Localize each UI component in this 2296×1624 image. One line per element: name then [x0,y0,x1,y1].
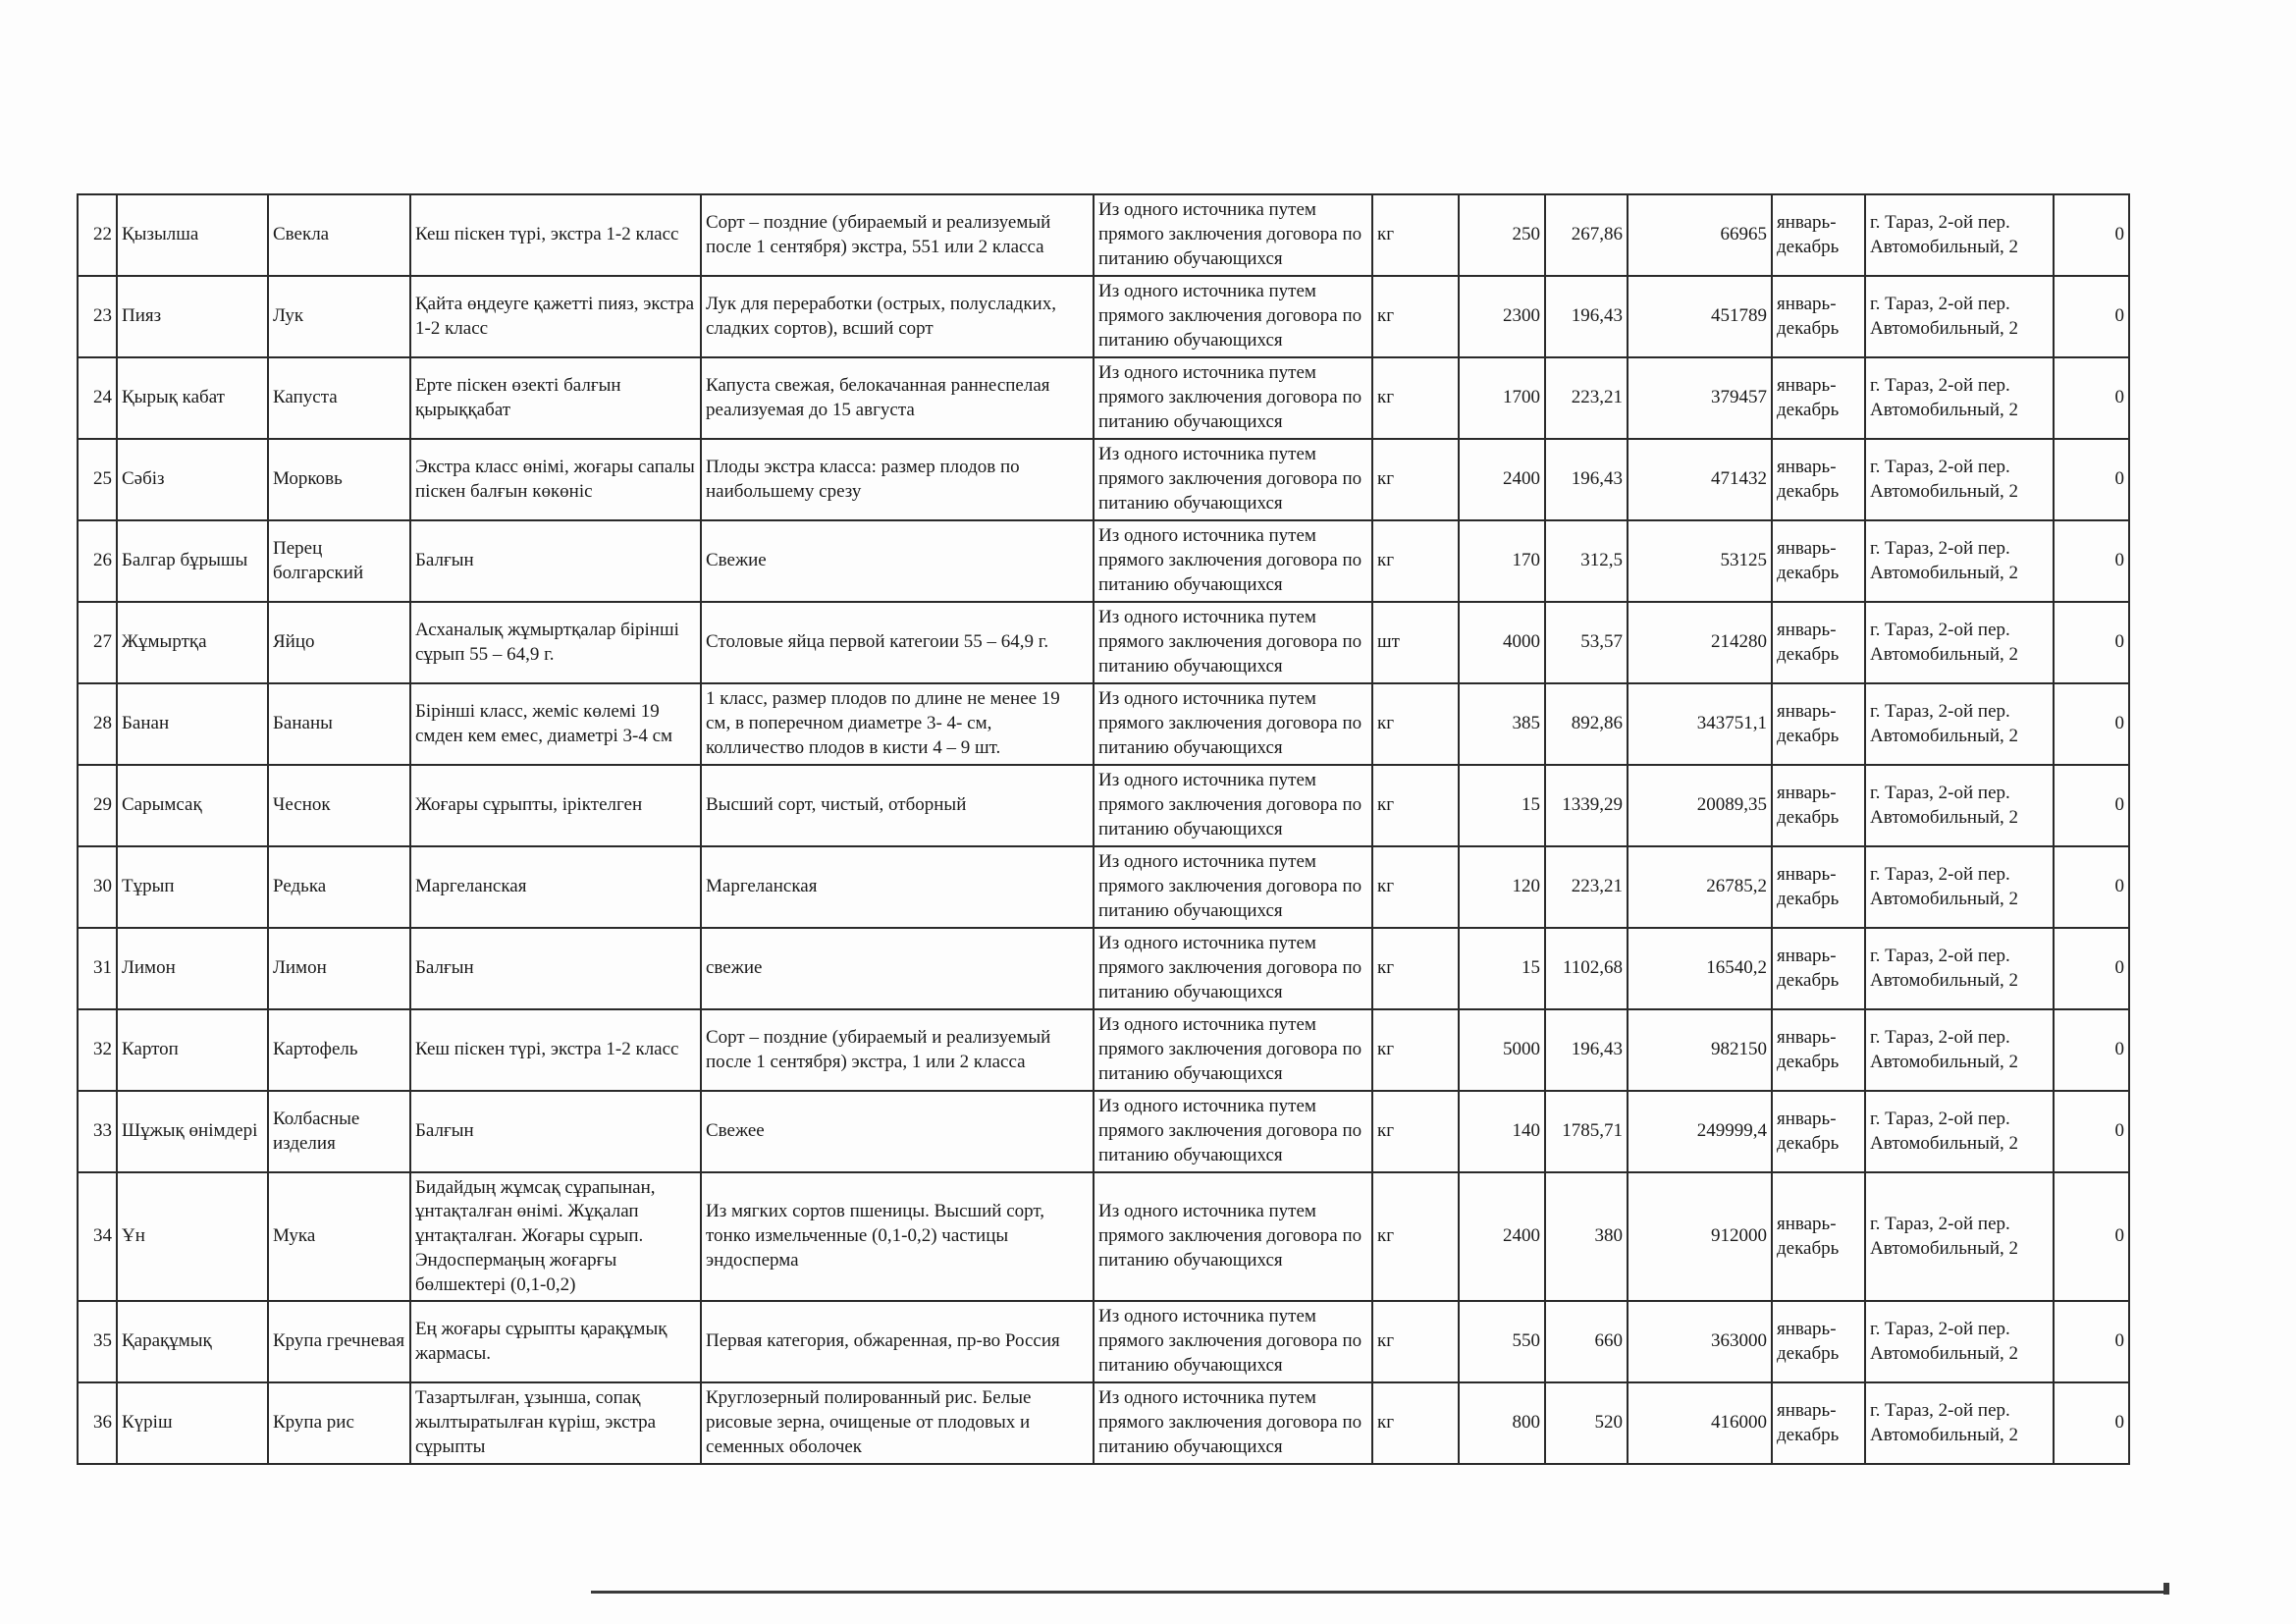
total-sum-cell: 451789 [1628,276,1772,357]
scan-edge-line [591,1591,2169,1594]
product-name-ru-cell: Чеснок [268,765,410,846]
spec-ru-cell: Маргеланская [701,846,1094,928]
procurement-method-cell: Из одного источника путем прямого заключения договора по питанию обучающихся [1094,683,1372,765]
spec-ru-cell: Сорт – поздние (убираемый и реализуемый после 1 сентября) экстра, 1 или 2 класса [701,1009,1094,1091]
procurement-method-cell: Из одного источника путем прямого заключения договора по питанию обучающихся [1094,1009,1372,1091]
table-row [78,1009,2129,1091]
unit-price-cell: 312,5 [1545,520,1628,602]
delivery-period-cell: январь-декабрь [1772,1172,1865,1301]
spec-ru-cell: Капуста свежая, белокачанная раннеспелая реализуемая до 15 августа [701,357,1094,439]
table-row [78,194,2129,276]
unit-price-cell: 1339,29 [1545,765,1628,846]
procurement-method-cell: Из одного источника путем прямого заключения договора по питанию обучающихся [1094,276,1372,357]
product-name-ru-cell: Мука [268,1172,410,1301]
delivery-place-cell: г. Тараз, 2-ой пер. Автомобильный, 2 [1865,765,2054,846]
unit-price-cell: 1102,68 [1545,928,1628,1009]
unit-cell: кг [1372,1172,1459,1301]
row-number-cell: 24 [78,357,117,439]
quantity-cell: 5000 [1459,1009,1545,1091]
spec-kz-cell: Экстра класс өнімі, жоғары сапалы піскен балғын көкөніс [410,439,701,520]
unit-cell: кг [1372,276,1459,357]
product-name-kz-cell: Шұжық өнімдері [117,1091,268,1172]
product-name-ru-cell: Морковь [268,439,410,520]
spec-kz-cell: Ерте піскен өзекті балғын қырыққабат [410,357,701,439]
table-row [78,602,2129,683]
quantity-cell: 550 [1459,1301,1545,1382]
table-row [78,846,2129,928]
product-name-ru-cell: Перец болгарский [268,520,410,602]
quantity-cell: 170 [1459,520,1545,602]
spec-ru-cell: Из мягких сортов пшеницы. Высший сорт, тонко измельченные (0,1-0,2) частицы эндосперма [701,1172,1094,1301]
unit-price-cell: 223,21 [1545,357,1628,439]
delivery-place-cell: г. Тараз, 2-ой пер. Автомобильный, 2 [1865,683,2054,765]
spec-kz-cell: Маргеланская [410,846,701,928]
row-number-cell: 31 [78,928,117,1009]
total-sum-cell: 214280 [1628,602,1772,683]
procurement-method-cell: Из одного источника путем прямого заключения договора по питанию обучающихся [1094,1301,1372,1382]
delivery-place-cell: г. Тараз, 2-ой пер. Автомобильный, 2 [1865,1091,2054,1172]
total-sum-cell: 26785,2 [1628,846,1772,928]
delivery-place-cell: г. Тараз, 2-ой пер. Автомобильный, 2 [1865,276,2054,357]
row-number-cell: 30 [78,846,117,928]
unit-price-cell: 1785,71 [1545,1091,1628,1172]
spec-kz-cell: Бидайдың жұмсақ сұрапынан, ұнтақталған өнімі. Жұқалап ұнтақталған. Жоғары сұрып. Эндоспермаңың жоғарғы бөлшектері (0,1-0,2) [410,1172,701,1301]
table-row [78,928,2129,1009]
procurement-method-cell: Из одного источника путем прямого заключения договора по питанию обучающихся [1094,439,1372,520]
row-number-cell: 34 [78,1172,117,1301]
quantity-cell: 4000 [1459,602,1545,683]
unit-cell: кг [1372,357,1459,439]
unit-price-cell: 380 [1545,1172,1628,1301]
advance-payment-cell: 0 [2054,683,2129,765]
row-number-cell: 25 [78,439,117,520]
delivery-period-cell: январь-декабрь [1772,439,1865,520]
product-name-ru-cell: Крупа гречневая [268,1301,410,1382]
procurement-table [77,193,2130,1465]
delivery-place-cell: г. Тараз, 2-ой пер. Автомобильный, 2 [1865,439,2054,520]
product-name-ru-cell: Редька [268,846,410,928]
procurement-method-cell: Из одного источника путем прямого заключения договора по питанию обучающихся [1094,602,1372,683]
delivery-period-cell: январь-декабрь [1772,520,1865,602]
row-number-cell: 23 [78,276,117,357]
delivery-place-cell: г. Тараз, 2-ой пер. Автомобильный, 2 [1865,1382,2054,1464]
delivery-place-cell: г. Тараз, 2-ой пер. Автомобильный, 2 [1865,1301,2054,1382]
unit-cell: кг [1372,1382,1459,1464]
advance-payment-cell: 0 [2054,357,2129,439]
product-name-ru-cell: Яйцо [268,602,410,683]
unit-cell: шт [1372,602,1459,683]
product-name-ru-cell: Лимон [268,928,410,1009]
delivery-period-cell: январь-декабрь [1772,357,1865,439]
spec-kz-cell: Асханалық жұмыртқалар бірінші сұрып 55 – 64,9 г. [410,602,701,683]
product-name-ru-cell: Капуста [268,357,410,439]
delivery-period-cell: январь-декабрь [1772,276,1865,357]
unit-price-cell: 196,43 [1545,439,1628,520]
total-sum-cell: 982150 [1628,1009,1772,1091]
quantity-cell: 1700 [1459,357,1545,439]
row-number-cell: 22 [78,194,117,276]
product-name-kz-cell: Қызылша [117,194,268,276]
procurement-method-cell: Из одного источника путем прямого заключения договора по питанию обучающихся [1094,357,1372,439]
total-sum-cell: 416000 [1628,1382,1772,1464]
delivery-place-cell: г. Тараз, 2-ой пер. Автомобильный, 2 [1865,846,2054,928]
delivery-period-cell: январь-декабрь [1772,846,1865,928]
procurement-method-cell: Из одного источника путем прямого заключения договора по питанию обучающихся [1094,765,1372,846]
quantity-cell: 800 [1459,1382,1545,1464]
delivery-period-cell: январь-декабрь [1772,683,1865,765]
product-name-kz-cell: Қарақұмық [117,1301,268,1382]
quantity-cell: 250 [1459,194,1545,276]
unit-cell: кг [1372,1301,1459,1382]
delivery-period-cell: январь-декабрь [1772,602,1865,683]
total-sum-cell: 249999,4 [1628,1091,1772,1172]
row-number-cell: 33 [78,1091,117,1172]
table-row [78,1091,2129,1172]
advance-payment-cell: 0 [2054,1009,2129,1091]
unit-price-cell: 660 [1545,1301,1628,1382]
product-name-kz-cell: Банан [117,683,268,765]
spec-kz-cell: Балғын [410,928,701,1009]
quantity-cell: 385 [1459,683,1545,765]
unit-cell: кг [1372,683,1459,765]
advance-payment-cell: 0 [2054,1091,2129,1172]
product-name-kz-cell: Балгар бұрышы [117,520,268,602]
product-name-kz-cell: Жұмыртқа [117,602,268,683]
product-name-ru-cell: Лук [268,276,410,357]
spec-ru-cell: Круглозерный полированный рис. Белые рисовые зерна, очищеные от плодовых и семенных оболочек [701,1382,1094,1464]
spec-ru-cell: Плоды экстра класса: размер плодов по наибольшему срезу [701,439,1094,520]
spec-ru-cell: Свежее [701,1091,1094,1172]
delivery-place-cell: г. Тараз, 2-ой пер. Автомобильный, 2 [1865,194,2054,276]
product-name-kz-cell: Қырық кабат [117,357,268,439]
product-name-kz-cell: Ұн [117,1172,268,1301]
delivery-place-cell: г. Тараз, 2-ой пер. Автомобильный, 2 [1865,520,2054,602]
table-row [78,439,2129,520]
delivery-place-cell: г. Тараз, 2-ой пер. Автомобильный, 2 [1865,602,2054,683]
product-name-ru-cell: Картофель [268,1009,410,1091]
product-name-ru-cell: Крупа рис [268,1382,410,1464]
quantity-cell: 15 [1459,928,1545,1009]
spec-ru-cell: Высший сорт, чистый, отборный [701,765,1094,846]
row-number-cell: 27 [78,602,117,683]
advance-payment-cell: 0 [2054,928,2129,1009]
total-sum-cell: 343751,1 [1628,683,1772,765]
advance-payment-cell: 0 [2054,1172,2129,1301]
delivery-period-cell: январь-декабрь [1772,1091,1865,1172]
delivery-period-cell: январь-декабрь [1772,194,1865,276]
unit-price-cell: 520 [1545,1382,1628,1464]
table-row [78,683,2129,765]
procurement-method-cell: Из одного источника путем прямого заключения договора по питанию обучающихся [1094,928,1372,1009]
row-number-cell: 28 [78,683,117,765]
product-name-ru-cell: Бананы [268,683,410,765]
advance-payment-cell: 0 [2054,194,2129,276]
quantity-cell: 2400 [1459,1172,1545,1301]
procurement-method-cell: Из одного источника путем прямого заключения договора по питанию обучающихся [1094,520,1372,602]
total-sum-cell: 20089,35 [1628,765,1772,846]
scan-edge-mark [2163,1583,2169,1595]
unit-cell: кг [1372,194,1459,276]
advance-payment-cell: 0 [2054,846,2129,928]
product-name-kz-cell: Пияз [117,276,268,357]
product-name-ru-cell: Колбасные изделия [268,1091,410,1172]
advance-payment-cell: 0 [2054,765,2129,846]
delivery-place-cell: г. Тараз, 2-ой пер. Автомобильный, 2 [1865,928,2054,1009]
procurement-method-cell: Из одного источника путем прямого заключения договора по питанию обучающихся [1094,1172,1372,1301]
row-number-cell: 26 [78,520,117,602]
delivery-period-cell: январь-декабрь [1772,765,1865,846]
table-row [78,357,2129,439]
spec-ru-cell: 1 класс, размер плодов по длине не менее 19 см, в поперечном диаметре 3- 4- см, колличество плодов в кисти 4 – 9 шт. [701,683,1094,765]
unit-price-cell: 196,43 [1545,1009,1628,1091]
delivery-period-cell: январь-декабрь [1772,1301,1865,1382]
advance-payment-cell: 0 [2054,1382,2129,1464]
spec-kz-cell: Тазартылған, ұзынша, сопақ жылтыратылған күріш, экстра сұрыпты [410,1382,701,1464]
product-name-kz-cell: Сәбіз [117,439,268,520]
spec-kz-cell: Ең жоғары сұрыпты қарақұмық жармасы. [410,1301,701,1382]
quantity-cell: 15 [1459,765,1545,846]
unit-cell: кг [1372,520,1459,602]
table-row [78,1301,2129,1382]
unit-cell: кг [1372,439,1459,520]
delivery-period-cell: январь-декабрь [1772,1382,1865,1464]
advance-payment-cell: 0 [2054,276,2129,357]
delivery-place-cell: г. Тараз, 2-ой пер. Автомобильный, 2 [1865,1009,2054,1091]
procurement-method-cell: Из одного источника путем прямого заключения договора по питанию обучающихся [1094,846,1372,928]
unit-cell: кг [1372,928,1459,1009]
spec-ru-cell: Первая категория, обжаренная, пр-во Россия [701,1301,1094,1382]
product-name-kz-cell: Лимон [117,928,268,1009]
spec-kz-cell: Жоғары сұрыпты, іріктелген [410,765,701,846]
product-name-kz-cell: Күріш [117,1382,268,1464]
unit-cell: кг [1372,846,1459,928]
table-body [78,194,2129,1464]
delivery-period-cell: январь-декабрь [1772,928,1865,1009]
quantity-cell: 2400 [1459,439,1545,520]
advance-payment-cell: 0 [2054,439,2129,520]
delivery-period-cell: январь-декабрь [1772,1009,1865,1091]
product-name-ru-cell: Свекла [268,194,410,276]
procurement-method-cell: Из одного источника путем прямого заключения договора по питанию обучающихся [1094,1382,1372,1464]
table-row [78,520,2129,602]
unit-price-cell: 53,57 [1545,602,1628,683]
spec-ru-cell: Лук для переработки (острых, полусладких, сладких сортов), всший сорт [701,276,1094,357]
table-row [78,1382,2129,1464]
procurement-method-cell: Из одного источника путем прямого заключения договора по питанию обучающихся [1094,194,1372,276]
unit-cell: кг [1372,1091,1459,1172]
spec-kz-cell: Балғын [410,1091,701,1172]
unit-price-cell: 267,86 [1545,194,1628,276]
unit-price-cell: 223,21 [1545,846,1628,928]
row-number-cell: 36 [78,1382,117,1464]
spec-kz-cell: Кеш піскен түрі, экстра 1-2 класс [410,1009,701,1091]
total-sum-cell: 53125 [1628,520,1772,602]
row-number-cell: 29 [78,765,117,846]
spec-kz-cell: Бірінші класс, жеміс көлемі 19 смден кем емес, диаметрі 3-4 см [410,683,701,765]
unit-cell: кг [1372,1009,1459,1091]
product-name-kz-cell: Картоп [117,1009,268,1091]
product-name-kz-cell: Сарымсақ [117,765,268,846]
advance-payment-cell: 0 [2054,602,2129,683]
delivery-place-cell: г. Тараз, 2-ой пер. Автомобильный, 2 [1865,357,2054,439]
advance-payment-cell: 0 [2054,520,2129,602]
spec-ru-cell: Сорт – поздние (убираемый и реализуемый после 1 сентября) экстра, 551 или 2 класса [701,194,1094,276]
quantity-cell: 120 [1459,846,1545,928]
spec-kz-cell: Балғын [410,520,701,602]
total-sum-cell: 363000 [1628,1301,1772,1382]
table-row [78,1172,2129,1301]
table-row [78,765,2129,846]
table-row [78,276,2129,357]
unit-cell: кг [1372,765,1459,846]
spec-ru-cell: свежие [701,928,1094,1009]
quantity-cell: 2300 [1459,276,1545,357]
product-name-kz-cell: Тұрып [117,846,268,928]
spec-kz-cell: Қайта өңдеуге қажетті пияз, экстра 1-2 класс [410,276,701,357]
spec-ru-cell: Свежие [701,520,1094,602]
delivery-place-cell: г. Тараз, 2-ой пер. Автомобильный, 2 [1865,1172,2054,1301]
quantity-cell: 140 [1459,1091,1545,1172]
spec-kz-cell: Кеш піскен түрі, экстра 1-2 класс [410,194,701,276]
row-number-cell: 35 [78,1301,117,1382]
unit-price-cell: 196,43 [1545,276,1628,357]
row-number-cell: 32 [78,1009,117,1091]
advance-payment-cell: 0 [2054,1301,2129,1382]
procurement-method-cell: Из одного источника путем прямого заключения договора по питанию обучающихся [1094,1091,1372,1172]
total-sum-cell: 66965 [1628,194,1772,276]
total-sum-cell: 912000 [1628,1172,1772,1301]
total-sum-cell: 16540,2 [1628,928,1772,1009]
unit-price-cell: 892,86 [1545,683,1628,765]
total-sum-cell: 379457 [1628,357,1772,439]
total-sum-cell: 471432 [1628,439,1772,520]
spec-ru-cell: Столовые яйца первой категоии 55 – 64,9 г. [701,602,1094,683]
